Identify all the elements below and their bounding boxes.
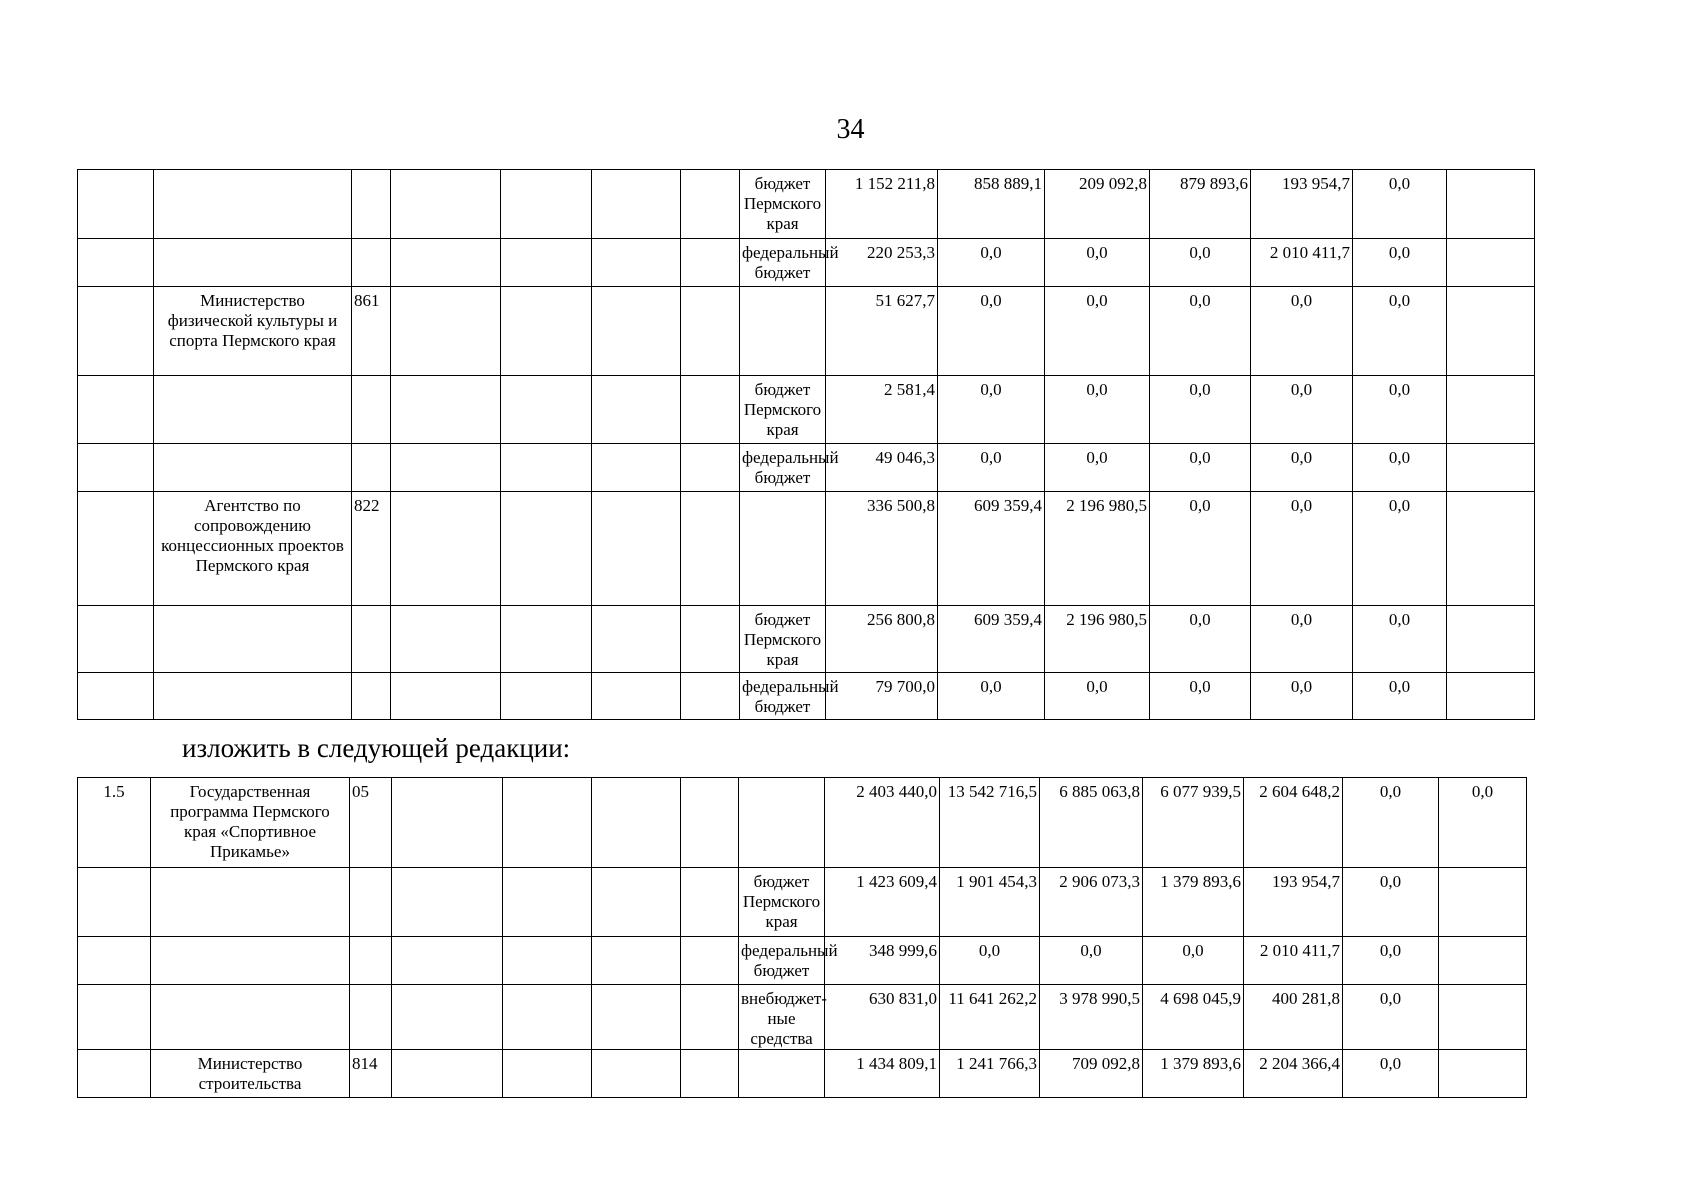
empty-cell: [681, 239, 740, 287]
page-number: 34: [836, 114, 865, 145]
value-cell: 348 999,6: [825, 937, 940, 985]
source-cell: федеральный бюджет: [740, 444, 826, 492]
value-cell: 220 253,3: [826, 239, 938, 287]
value-cell: 0,0: [1353, 444, 1447, 492]
value-cell: 1 152 211,8: [826, 170, 938, 239]
value-cell: 0,0: [1150, 444, 1251, 492]
empty-cell: [503, 1050, 592, 1098]
empty-cell: [592, 673, 681, 720]
value-cell: 6 077 939,5: [1143, 778, 1244, 868]
empty-cell: [391, 170, 501, 239]
code-cell: [350, 868, 392, 937]
name-cell: [151, 937, 350, 985]
source-cell: бюджет Пермского края: [740, 170, 826, 239]
value-cell: 2 604 648,2: [1244, 778, 1343, 868]
empty-cell: [592, 937, 681, 985]
value-cell: 0,0: [1353, 673, 1447, 720]
empty-cell: [391, 287, 501, 376]
source-cell: бюджет Пермского края: [740, 376, 826, 444]
empty-cell: [391, 239, 501, 287]
value-cell: 0,0: [1045, 673, 1150, 720]
row-number-cell: [78, 1050, 151, 1098]
source-cell: бюджет Пермского края: [739, 868, 825, 937]
budget-table-before: [77, 169, 1637, 720]
table-row: [78, 1050, 1638, 1098]
value-cell: 1 241 766,3: [940, 1050, 1040, 1098]
value-cell: [1447, 492, 1535, 606]
value-cell: 0,0: [1045, 239, 1150, 287]
table-row: [78, 778, 1638, 868]
row-number-cell: [78, 376, 154, 444]
name-cell: [154, 606, 352, 673]
value-cell: 0,0: [938, 287, 1045, 376]
value-cell: 2 010 411,7: [1251, 239, 1353, 287]
empty-cell: [501, 606, 592, 673]
value-cell: 0,0: [1045, 287, 1150, 376]
value-cell: 11 641 262,2: [940, 985, 1040, 1050]
row-number-cell: [78, 937, 151, 985]
code-cell: [352, 170, 391, 239]
empty-cell: [681, 868, 739, 937]
code-cell: 861: [352, 287, 391, 376]
empty-cell: [501, 673, 592, 720]
value-cell: 3 978 990,5: [1040, 985, 1143, 1050]
code-cell: 814: [350, 1050, 392, 1098]
value-cell: [1447, 239, 1535, 287]
table-row: [78, 868, 1638, 937]
empty-cell: [592, 444, 681, 492]
value-cell: 2 196 980,5: [1045, 606, 1150, 673]
code-cell: 05: [350, 778, 392, 868]
value-cell: 0,0: [938, 239, 1045, 287]
code-cell: [350, 985, 392, 1050]
source-cell: [740, 492, 826, 606]
value-cell: 0,0: [1150, 492, 1251, 606]
name-cell: [154, 239, 352, 287]
source-cell: федеральный бюджет: [740, 239, 826, 287]
value-cell: 0,0: [940, 937, 1040, 985]
empty-cell: [592, 1050, 681, 1098]
empty-cell: [503, 868, 592, 937]
empty-cell: [501, 239, 592, 287]
table-row: [78, 376, 1637, 444]
empty-cell: [681, 673, 740, 720]
value-cell: 1 434 809,1: [825, 1050, 940, 1098]
value-cell: 1 379 893,6: [1143, 1050, 1244, 1098]
source-cell: внебюджет-ные средства: [739, 985, 825, 1050]
source-cell: [739, 778, 825, 868]
name-cell: Государственная программа Пермского края «Спортивное Прикамье»: [151, 778, 350, 868]
code-cell: [352, 239, 391, 287]
row-number-cell: [78, 673, 154, 720]
value-cell: 13 542 716,5: [940, 778, 1040, 868]
row-number-cell: [78, 606, 154, 673]
empty-cell: [392, 985, 503, 1050]
empty-cell: [592, 778, 681, 868]
value-cell: 0,0: [1040, 937, 1143, 985]
row-number-cell: 1.5: [78, 778, 151, 868]
source-cell: бюджет Пермского края: [740, 606, 826, 673]
value-cell: 858 889,1: [938, 170, 1045, 239]
source-cell: [740, 287, 826, 376]
value-cell: 0,0: [1045, 444, 1150, 492]
empty-cell: [392, 778, 503, 868]
value-cell: 1 901 454,3: [940, 868, 1040, 937]
empty-cell: [392, 1050, 503, 1098]
value-cell: 0,0: [1251, 492, 1353, 606]
code-cell: [350, 937, 392, 985]
value-cell: [1439, 1050, 1527, 1098]
empty-cell: [681, 170, 740, 239]
empty-cell: [681, 287, 740, 376]
code-cell: [352, 673, 391, 720]
table-row: [78, 239, 1637, 287]
value-cell: 193 954,7: [1244, 868, 1343, 937]
value-cell: 2 403 440,0: [825, 778, 940, 868]
value-cell: 49 046,3: [826, 444, 938, 492]
empty-cell: [681, 606, 740, 673]
table-row: [78, 937, 1638, 985]
value-cell: 193 954,7: [1251, 170, 1353, 239]
table-row: [78, 444, 1637, 492]
empty-cell: [501, 170, 592, 239]
empty-cell: [681, 778, 739, 868]
name-cell: [151, 868, 350, 937]
empty-cell: [592, 868, 681, 937]
value-cell: 0,0: [1353, 492, 1447, 606]
name-cell: [154, 673, 352, 720]
source-cell: федеральный бюджет: [740, 673, 826, 720]
value-cell: 0,0: [938, 444, 1045, 492]
value-cell: [1447, 376, 1535, 444]
table-row: [78, 673, 1637, 720]
row-number-cell: [78, 287, 154, 376]
value-cell: 0,0: [1353, 287, 1447, 376]
value-cell: 0,0: [1150, 673, 1251, 720]
value-cell: 0,0: [938, 673, 1045, 720]
row-number-cell: [78, 492, 154, 606]
code-cell: [352, 444, 391, 492]
budget-table-after: [77, 777, 1638, 1098]
value-cell: 879 893,6: [1150, 170, 1251, 239]
empty-cell: [503, 937, 592, 985]
empty-cell: [391, 444, 501, 492]
value-cell: 0,0: [1251, 673, 1353, 720]
name-cell: [154, 444, 352, 492]
value-cell: [1447, 444, 1535, 492]
empty-cell: [391, 673, 501, 720]
table-row: [78, 287, 1637, 376]
empty-cell: [592, 492, 681, 606]
source-cell: федеральный бюджет: [739, 937, 825, 985]
source-cell: [739, 1050, 825, 1098]
name-cell: [154, 376, 352, 444]
name-cell: Агентство по сопровождению концессионных проектов Пермского края: [154, 492, 352, 606]
row-number-cell: [78, 985, 151, 1050]
value-cell: 0,0: [1343, 1050, 1439, 1098]
value-cell: 0,0: [1143, 937, 1244, 985]
empty-cell: [501, 287, 592, 376]
value-cell: 0,0: [1343, 778, 1439, 868]
transition-text: изложить в следующей редакции:: [182, 733, 571, 763]
empty-cell: [681, 1050, 739, 1098]
value-cell: 6 885 063,8: [1040, 778, 1143, 868]
empty-cell: [592, 287, 681, 376]
value-cell: 0,0: [1343, 937, 1439, 985]
empty-cell: [391, 492, 501, 606]
empty-cell: [681, 376, 740, 444]
table-row: [78, 985, 1638, 1050]
value-cell: [1447, 170, 1535, 239]
row-number-cell: [78, 444, 154, 492]
value-cell: 0,0: [1251, 376, 1353, 444]
row-number-cell: [78, 170, 154, 239]
value-cell: 0,0: [1353, 606, 1447, 673]
empty-cell: [681, 444, 740, 492]
empty-cell: [681, 937, 739, 985]
table-row: [78, 170, 1637, 239]
name-cell: Министерство физической культуры и спорта Пермского края: [154, 287, 352, 376]
value-cell: 2 906 073,3: [1040, 868, 1143, 937]
value-cell: 0,0: [1045, 376, 1150, 444]
empty-cell: [592, 606, 681, 673]
value-cell: 0,0: [1251, 606, 1353, 673]
empty-cell: [501, 492, 592, 606]
empty-cell: [503, 985, 592, 1050]
empty-cell: [592, 170, 681, 239]
value-cell: 0,0: [1353, 239, 1447, 287]
value-cell: 1 379 893,6: [1143, 868, 1244, 937]
code-cell: [352, 376, 391, 444]
value-cell: 79 700,0: [826, 673, 938, 720]
value-cell: [1439, 868, 1527, 937]
empty-cell: [592, 239, 681, 287]
value-cell: 0,0: [1251, 444, 1353, 492]
value-cell: 0,0: [1150, 606, 1251, 673]
empty-cell: [681, 985, 739, 1050]
value-cell: 0,0: [1251, 287, 1353, 376]
row-number-cell: [78, 239, 154, 287]
empty-cell: [592, 985, 681, 1050]
value-cell: 0,0: [1150, 287, 1251, 376]
empty-cell: [392, 868, 503, 937]
value-cell: 2 010 411,7: [1244, 937, 1343, 985]
value-cell: 256 800,8: [826, 606, 938, 673]
value-cell: [1447, 287, 1535, 376]
value-cell: 2 204 366,4: [1244, 1050, 1343, 1098]
value-cell: 0,0: [938, 376, 1045, 444]
value-cell: [1447, 673, 1535, 720]
value-cell: 0,0: [1343, 868, 1439, 937]
empty-cell: [681, 492, 740, 606]
table-row: [78, 492, 1637, 606]
value-cell: 0,0: [1353, 170, 1447, 239]
empty-cell: [592, 376, 681, 444]
empty-cell: [503, 778, 592, 868]
value-cell: 0,0: [1353, 376, 1447, 444]
empty-cell: [501, 376, 592, 444]
code-cell: [352, 606, 391, 673]
table-row: [78, 606, 1637, 673]
value-cell: [1439, 937, 1527, 985]
value-cell: 0,0: [1439, 778, 1527, 868]
value-cell: 209 092,8: [1045, 170, 1150, 239]
value-cell: [1447, 606, 1535, 673]
value-cell: [1439, 985, 1527, 1050]
value-cell: 51 627,7: [826, 287, 938, 376]
value-cell: 2 196 980,5: [1045, 492, 1150, 606]
empty-cell: [392, 937, 503, 985]
value-cell: 1 423 609,4: [825, 868, 940, 937]
value-cell: 630 831,0: [825, 985, 940, 1050]
name-cell: [151, 985, 350, 1050]
code-cell: 822: [352, 492, 391, 606]
empty-cell: [391, 606, 501, 673]
value-cell: 709 092,8: [1040, 1050, 1143, 1098]
value-cell: 0,0: [1343, 985, 1439, 1050]
name-cell: Министерство строительства: [151, 1050, 350, 1098]
empty-cell: [391, 376, 501, 444]
name-cell: [154, 170, 352, 239]
value-cell: 609 359,4: [938, 606, 1045, 673]
value-cell: 400 281,8: [1244, 985, 1343, 1050]
value-cell: 336 500,8: [826, 492, 938, 606]
value-cell: 0,0: [1150, 376, 1251, 444]
value-cell: 2 581,4: [826, 376, 938, 444]
value-cell: 4 698 045,9: [1143, 985, 1244, 1050]
row-number-cell: [78, 868, 151, 937]
value-cell: 0,0: [1150, 239, 1251, 287]
value-cell: 609 359,4: [938, 492, 1045, 606]
empty-cell: [501, 444, 592, 492]
